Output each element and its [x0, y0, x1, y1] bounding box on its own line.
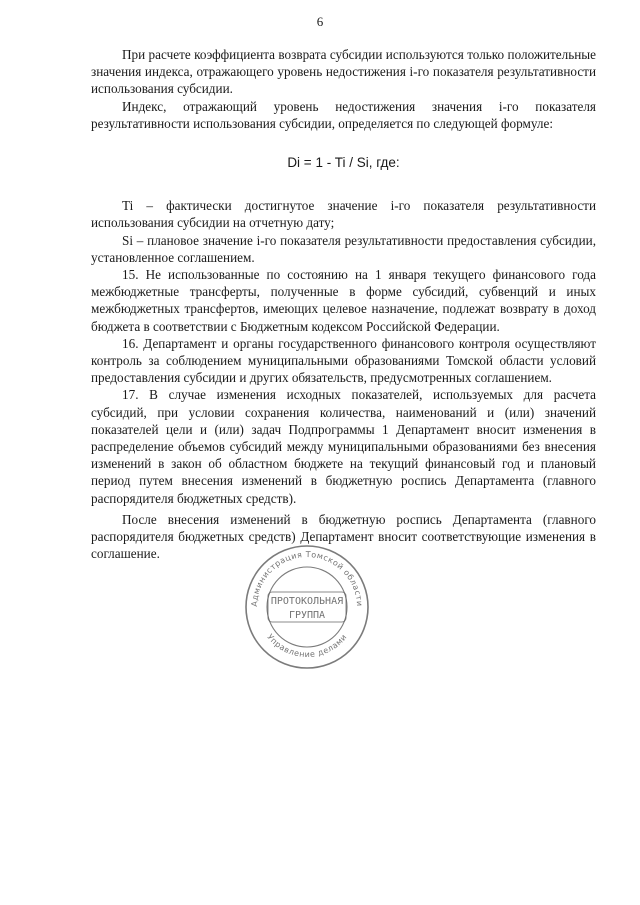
paragraph-after-changes: После внесения изменений в бюджетную роспись Департамента (главного распорядителя бюджетных средств) Департамент вносит соответствующие изменения в соглашение.	[91, 511, 596, 562]
formula: Di = 1 - Ti / Si, где:	[287, 155, 400, 171]
paragraph-15: 15. Не использованные по состоянию на 1 января текущего финансового года межбюджетные трансферты, полученные в форме субсидий, субвенций и иных межбюджетных трансфертов, имеющих целевое назначение, подлежат возврату в доход бюджета в соответствии с Бюджетным кодексом Российской Федерации.	[91, 267, 596, 334]
paragraph-coefficient: При расчете коэффициента возврата субсидии используются только положительные значения индекса, отражающего уровень недостижения i-го показателя результативности использования субсидии.	[91, 47, 596, 97]
stamp-seal	[244, 544, 370, 670]
paragraph-16: 16. Департамент и органы государственного финансового контроля осуществляют контроль за соблюдением муниципальными образованиями Томской области условий предоставления субсидии и других обязательств, предусмотренных соглашением.	[91, 335, 596, 386]
stamp-inner-ring	[267, 567, 347, 647]
stamp-outer-ring	[246, 546, 368, 668]
paragraph-17: 17. В случае изменения исходных показателей, используемых для расчета субсидий, при условии сохранения количества, наименований и (или) значений показателей цели и (или) задач Подпрограммы 1 Департамент вносит изменения в распределение объемов субсидий между муниципальными образованиями без внесения изменений в закон об областном бюджете на текущий финансовый год и плановый период путем внесения изменений в бюджетную роспись Департамента (главного распорядителя бюджетных средств).	[91, 387, 596, 506]
page-number: 6	[316, 14, 324, 29]
official-stamp	[244, 544, 370, 670]
document-body	[91, 46, 596, 562]
stamp-bottom-text: Управление делами	[265, 632, 349, 660]
paragraph-ti-definition: Ti – фактически достигнутое значение i-го показателя результативности использования субсидии на отчетную дату;	[91, 198, 596, 231]
stamp-center-line1: ПРОТОКОЛЬНАЯ	[270, 596, 344, 607]
paragraph-index: Индекс, отражающий уровень недостижения значения i-го показателя результативности использования субсидии, определяется по следующей формуле:	[91, 98, 596, 131]
stamp-center-line2: ГРУППА	[288, 610, 326, 621]
paragraph-si-definition: Si – плановое значение i-го показателя результативности предоставления субсидии, установленное соглашением.	[91, 232, 596, 265]
stamp-outer-text: Администрация Томской области	[249, 549, 365, 607]
